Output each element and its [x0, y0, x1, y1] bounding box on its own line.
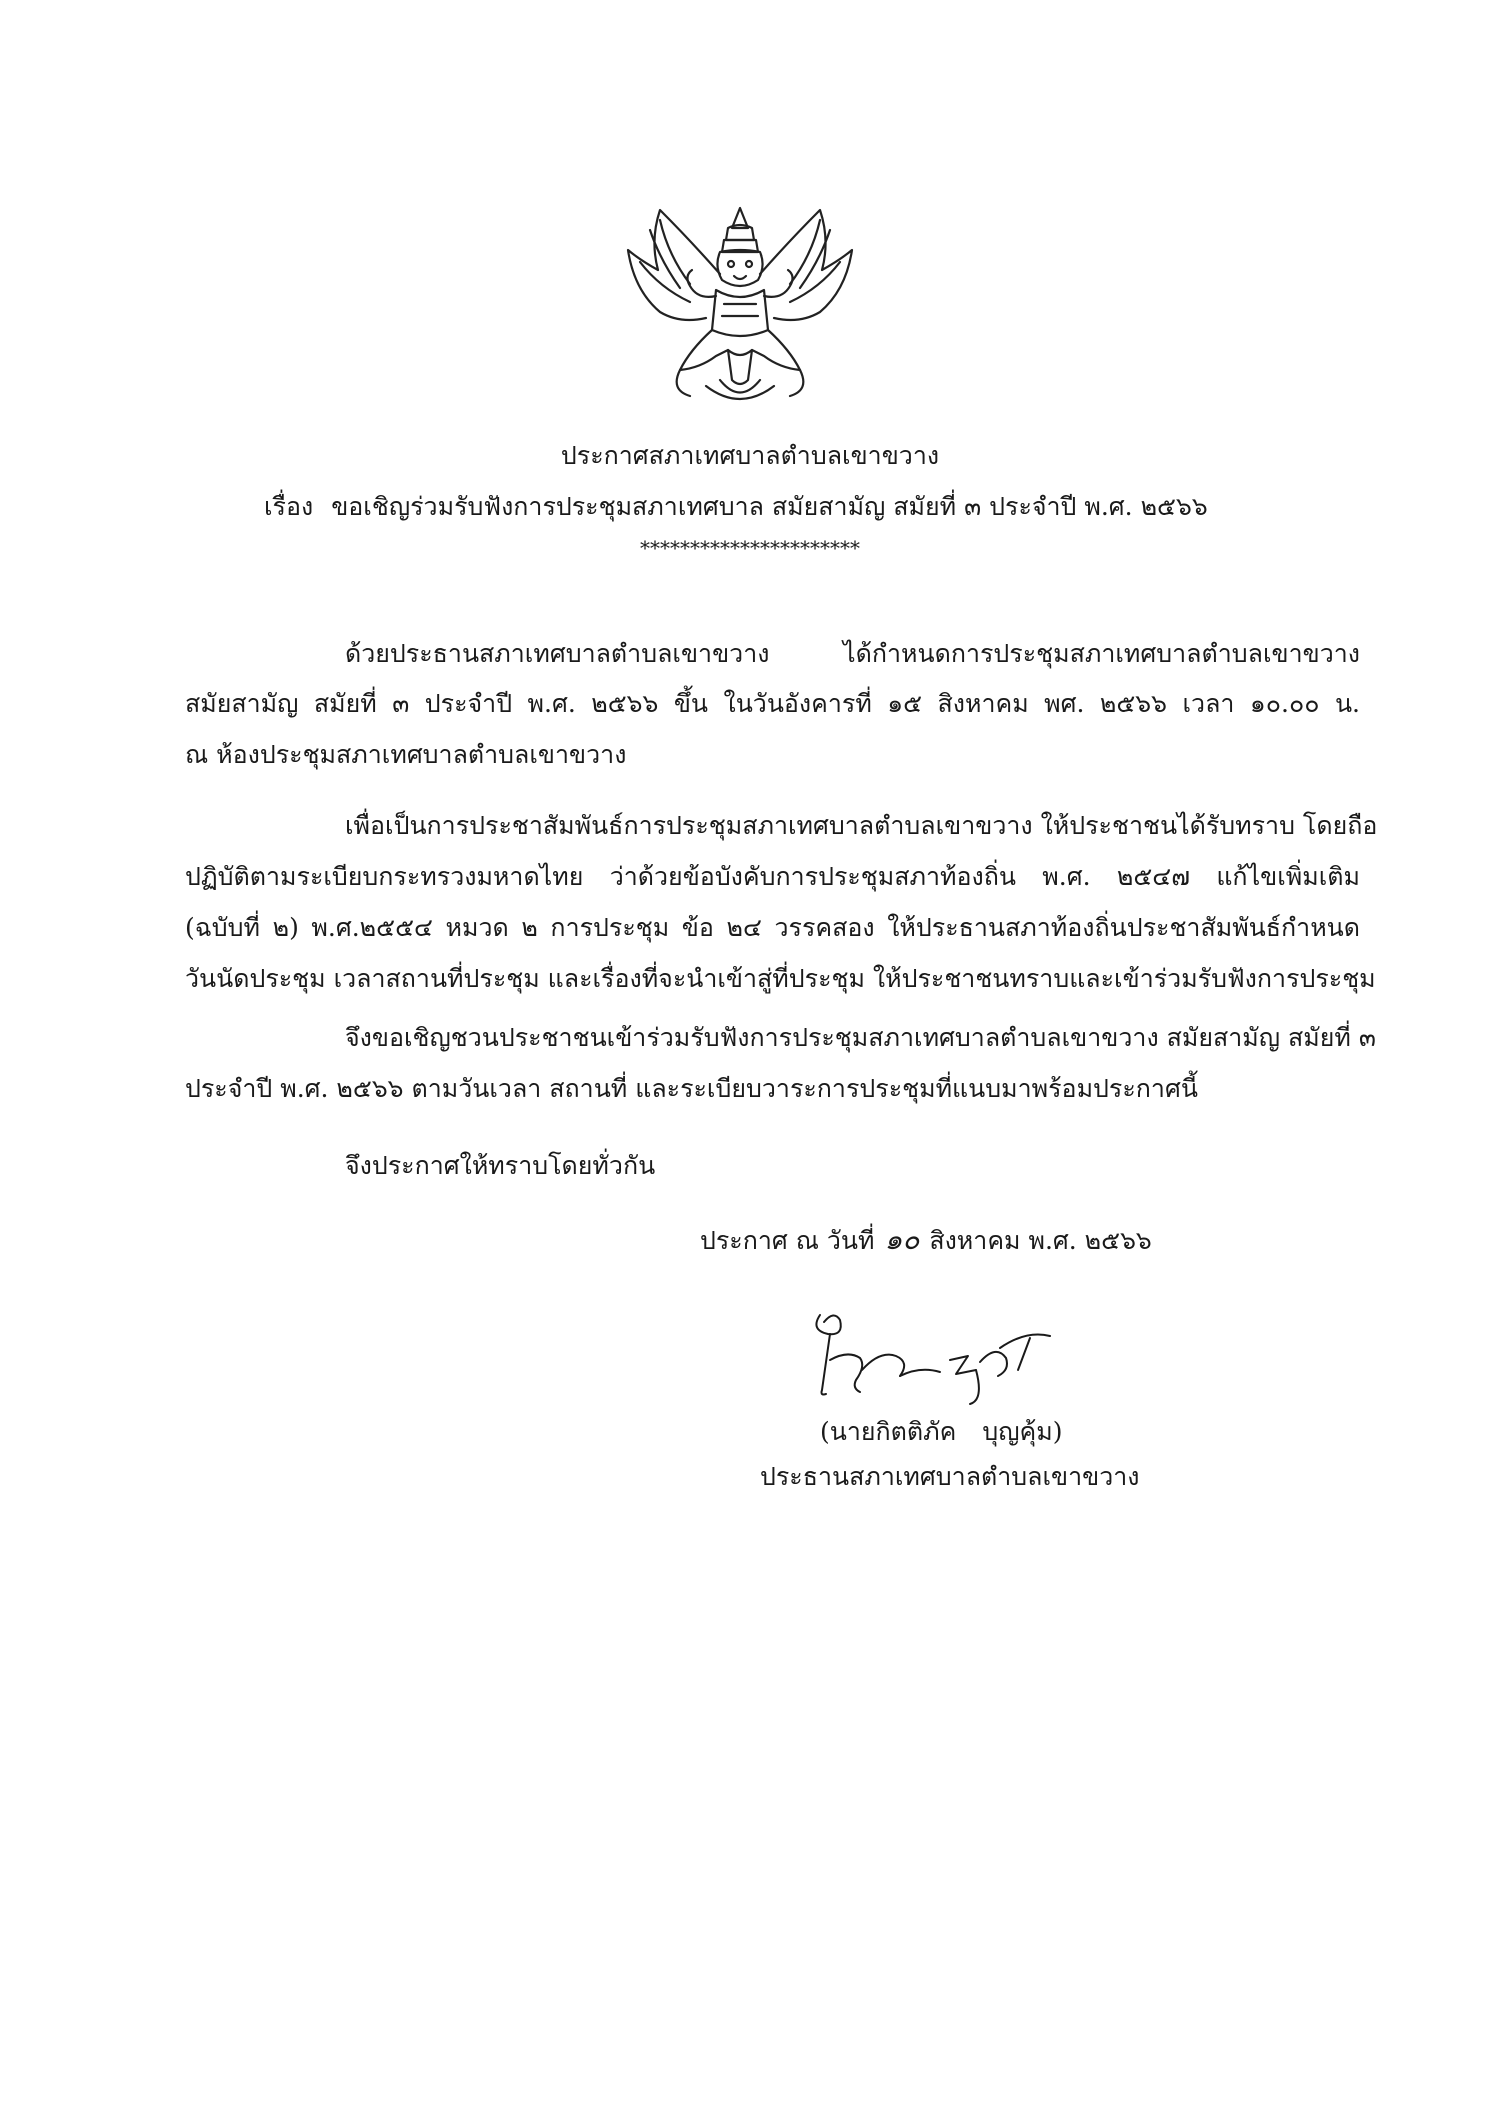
paragraph-1-line-1: ด้วยประธานสภาเทศบาลตำบลเขาขวาง ได้กำหนดการประชุมสภาเทศบาลตำบลเขาขวาง: [345, 639, 1360, 668]
handwritten-signature: [800, 1300, 1070, 1410]
date-day-handwritten: ๑๐: [884, 1223, 920, 1256]
date-prefix: ประกาศ ณ วันที่: [700, 1226, 875, 1255]
paragraph-2-line-4: วันนัดประชุม เวลาสถานที่ประชุม และเรื่องที่จะนำเข้าสู่ที่ประชุม ให้ประชาชนทราบและเข้าร่วมรับฟังการประชุม: [185, 964, 1376, 993]
paragraph-2-line-3: (ฉบับที่ ๒) พ.ศ.๒๕๕๔ หมวด ๒ การประชุม ข้อ ๒๔ วรรคสอง ให้ประธานสภาท้องถิ่นประชาสัมพันธ์กำหนด: [185, 913, 1360, 942]
paragraph-2-line-1: เพื่อเป็นการประชาสัมพันธ์การประชุมสภาเทศบาลตำบลเขาขวาง ให้ประชาชนได้รับทราบ โดยถือ: [345, 811, 1378, 840]
closing-statement: จึงประกาศให้ทราบโดยทั่วกัน: [345, 1151, 656, 1180]
paragraph-1-line-3: ณ ห้องประชุมสภาเทศบาลตำบลเขาขวาง: [185, 740, 627, 769]
paragraph-2-line-2: ปฏิบัติตามระเบียบกระทรวงมหาดไทย ว่าด้วยข้อบังคับการประชุมสภาท้องถิ่น พ.ศ. ๒๕๔๗ แก้ไขเพิ่มเติม: [185, 862, 1360, 891]
garuda-emblem-icon: [620, 200, 860, 410]
date-suffix: สิงหาคม พ.ศ. ๒๕๖๖: [929, 1226, 1152, 1255]
paragraph-3-line-1: จึงขอเชิญชวนประชาชนเข้าร่วมรับฟังการประชุมสภาเทศบาลตำบลเขาขวาง สมัยสามัญ สมัยที่ ๓: [345, 1023, 1376, 1052]
subject-label: เรื่อง: [264, 492, 314, 521]
announcement-title: ประกาศสภาเทศบาลตำบลเขาขวาง: [560, 441, 940, 470]
header-divider: **********************: [640, 536, 860, 560]
paragraph-3-line-2: ประจำปี พ.ศ. ๒๕๖๖ ตามวันเวลา สถานที่ และระเบียบวาระการประชุมที่แนบมาพร้อมประกาศนี้: [185, 1074, 1198, 1103]
signer-position: ประธานสภาเทศบาลตำบลเขาขวาง: [760, 1462, 1140, 1491]
signer-name: [820, 1412, 1062, 1452]
subject-text: ขอเชิญร่วมรับฟังการประชุมสภาเทศบาล สมัยสามัญ สมัยที่ ๓ ประจำปี พ.ศ. ๒๕๖๖: [331, 492, 1208, 521]
subject-line: [264, 487, 1208, 527]
signer-name-first: (นายกิตติภัค: [820, 1417, 957, 1446]
signer-name-last: บุญคุ้ม): [982, 1417, 1063, 1446]
announcement-date: [700, 1218, 1152, 1262]
paragraph-1-line-2: สมัยสามัญ สมัยที่ ๓ ประจำปี พ.ศ. ๒๕๖๖ ขึ้น ในวันอังคารที่ ๑๕ สิงหาคม พศ. ๒๕๖๖ เวลา ๑๐.๐๐ น.: [185, 689, 1360, 718]
